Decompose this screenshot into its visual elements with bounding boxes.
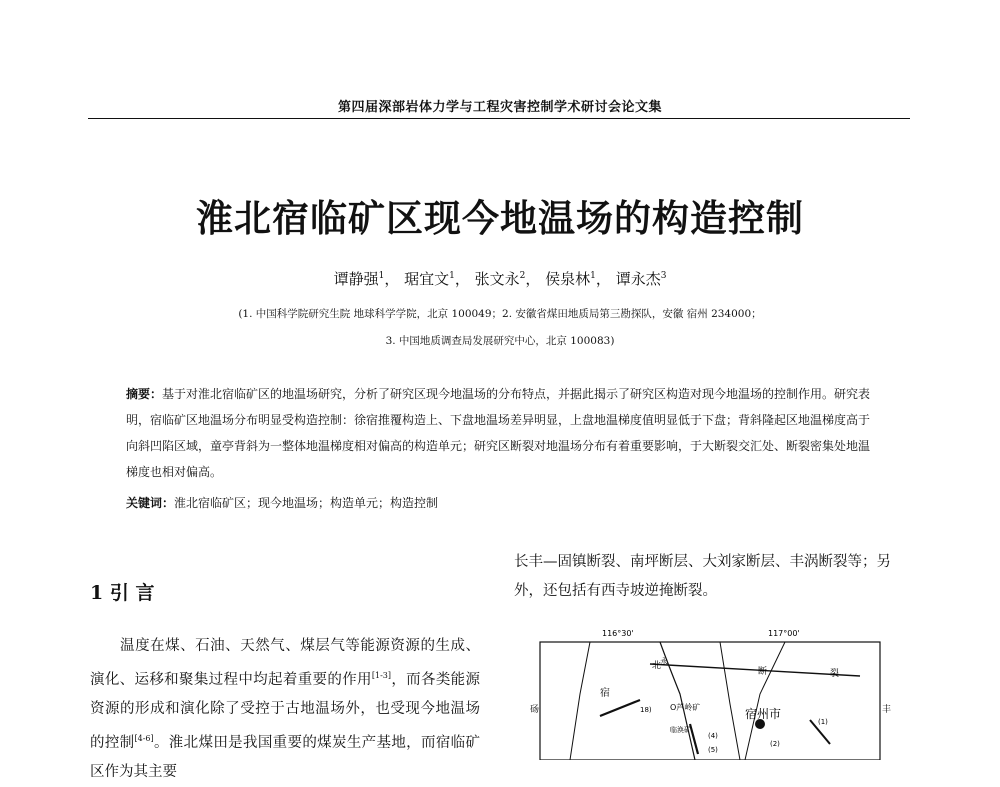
map-label: (4) xyxy=(708,732,718,740)
intro-text-c: 。淮北煤田是我国重要的煤炭生产基地，而宿临矿区作为其主要 xyxy=(90,734,481,780)
author: 谭静强 xyxy=(333,270,379,288)
map-label: 宿 xyxy=(600,688,610,699)
author-list: 谭静强$^1$， 琚宜文$^1$， 张文永$^2$， 侯泉林$^1$， 谭永杰$^3$ xyxy=(333,270,667,288)
fault-line xyxy=(570,642,590,760)
right-column-text: 长丰—固镇断裂、南坪断层、大刘家断层、丰涡断裂等；另外，还包括有西寺坡逆掩断裂。 xyxy=(514,554,891,599)
abstract-label: 摘要： xyxy=(126,387,163,401)
intro-paragraph xyxy=(90,632,480,787)
citation[interactable]: [1-3] xyxy=(371,671,391,680)
intro-text-b: ，而各类能源资源的形成和演化除了受控于古地温场外，也受现今地温场的控制 xyxy=(90,671,481,751)
author: 琚宜文 xyxy=(404,270,450,288)
author: 张文永 xyxy=(474,270,520,288)
map-label: (1) xyxy=(818,718,828,726)
fault-line xyxy=(690,724,698,754)
author-affil: 1 xyxy=(590,271,596,281)
longitude-label-right: 117°00' xyxy=(768,629,800,638)
fault-line xyxy=(650,664,860,676)
map-label: 永 xyxy=(660,657,668,666)
author: 侯泉林 xyxy=(545,270,591,288)
fault-line xyxy=(720,642,740,760)
keywords-label: 关键词： xyxy=(126,496,175,510)
keywords xyxy=(126,494,876,511)
paper-title: 淮北宿临矿区现今地温场的构造控制 xyxy=(196,197,804,240)
map-label: 临涣矿 xyxy=(670,726,691,734)
longitude-label-left: 116°30' xyxy=(602,629,634,638)
geologic-map-figure xyxy=(530,624,900,760)
author-affil: 1 xyxy=(378,271,385,281)
abstract-text: 基于对淮北宿临矿区的地温场研究，分析了研究区现今地温场的分布特点，并据此揭示了研究区构造对现今地温场的控制作用。研究表明，宿临矿区地温场分布明显受构造控制：徐宿推覆构造上、下盘地温场差异明显，上盘地温梯度值明显低于下盘；背斜隆起区地温梯度高于向斜凹陷区域，童亭背斜为一整体地温梯度相对偏高的构造单元；研究区断裂对地温场分布有着重要影响，于大断裂交汇处、断裂密集处地温梯度也相对偏高。 xyxy=(126,387,871,479)
author: 谭永杰 xyxy=(615,270,661,288)
author-affil: 2 xyxy=(519,271,526,281)
author-affil: 3 xyxy=(660,271,667,281)
author-affil: 1 xyxy=(449,271,455,281)
citation[interactable]: [4-6] xyxy=(134,733,154,743)
map-label: 18) xyxy=(640,706,652,714)
map-label: 丰 xyxy=(882,705,892,715)
fault-line xyxy=(600,700,640,716)
section-heading: 1 引 言 xyxy=(90,582,155,604)
map-label: Ο芦岭矿 xyxy=(670,703,701,712)
map-label: 砀 xyxy=(530,705,540,715)
keywords-text: 淮北宿临矿区；现今地温场；构造单元；构造控制 xyxy=(174,496,439,510)
header-rule xyxy=(88,118,910,119)
map-label: 断 xyxy=(758,667,768,677)
map-label: (2) xyxy=(770,740,780,748)
affiliations-line-1: (1. 中国科学院研究生院 地球科学学院，北京 100049；2. 安徽省煤田地质局第三勘探队，安徽 宿州 234000； xyxy=(238,308,762,320)
proceedings-header: 第四届深部岩体力学与工程灾害控制学术研讨会论文集 xyxy=(337,100,662,115)
map-label: 裂 xyxy=(830,669,840,679)
map-label: 北 xyxy=(652,661,662,671)
affiliations-line-2: 3. 中国地质调查局发展研究中心，北京 100083) xyxy=(385,335,615,347)
map-city-label: 宿州市 xyxy=(745,707,782,721)
intro-text-a: 温度在煤、石油、天然气、煤层气等能源资源的生成、演化、运移和聚集过程中均起着重要的作用 xyxy=(90,638,481,688)
abstract xyxy=(126,381,876,485)
map-label: (5) xyxy=(708,746,718,754)
